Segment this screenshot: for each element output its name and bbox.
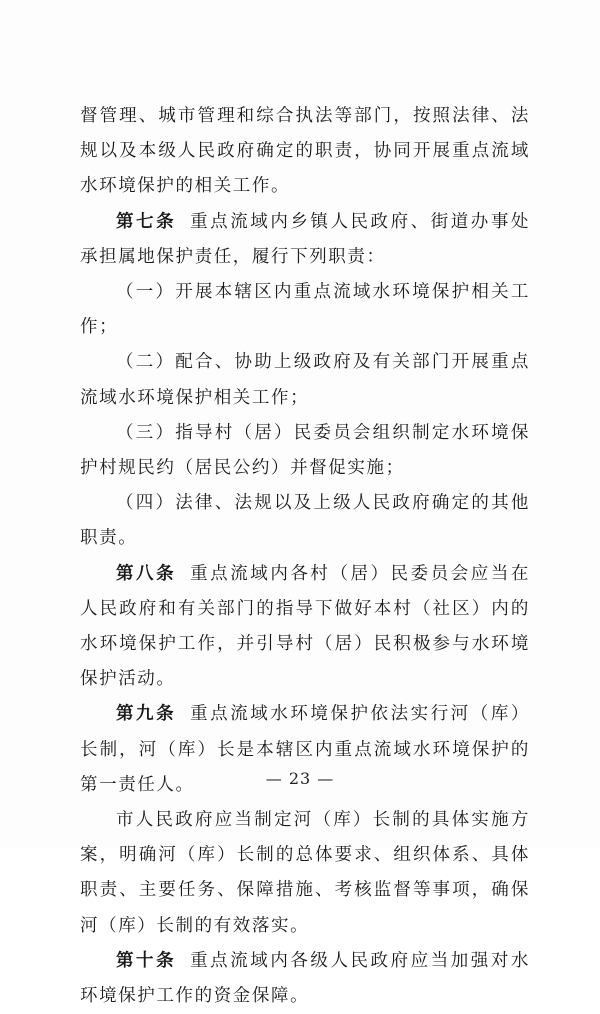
paragraph-text: 重点流域内各村（居）民委员会应当在人民政府和有关部门的指导下做好本村（社区）内的水环境保护工作，并引导村（居）民积极参与水环境保护活动。 bbox=[80, 563, 530, 690]
article-label: 第九条 bbox=[116, 704, 177, 725]
list-item-text: （一）开展本辖区内重点流域水环境保护相关工作； bbox=[80, 282, 530, 338]
article-8-paragraph bbox=[80, 557, 530, 698]
paragraph-continuation bbox=[80, 99, 530, 205]
list-item-text: （二）配合、协助上级政府及有关部门开展重点流域水环境保护相关工作； bbox=[80, 352, 530, 408]
list-item-2 bbox=[80, 345, 530, 415]
list-item-3 bbox=[80, 416, 530, 486]
article-label: 第八条 bbox=[116, 563, 177, 584]
document-body bbox=[80, 99, 530, 1014]
paragraph-text: 市人民政府应当制定河（库）长制的具体实施方案，明确河（库）长制的总体要求、组织体系、具体职责、主要任务、保障措施、考核监督等事项，确保河（库）长制的有效落实。 bbox=[80, 810, 530, 936]
paragraph-text: 督管理、城市管理和综合执法等部门，按照法律、法规以及本级人民政府确定的职责，协同开展重点流域水环境保护的相关工作。 bbox=[80, 106, 530, 197]
list-item-1 bbox=[80, 275, 530, 345]
page-number: — 23 — bbox=[265, 769, 335, 788]
paragraph-text: 重点流域水环境保护依法实行河（库）长制，河（库）长是本辖区内重点流域水环境保护的第一责任人。 bbox=[80, 704, 530, 795]
article-label: 第七条 bbox=[116, 211, 177, 232]
list-item-4 bbox=[80, 486, 530, 556]
article-10-paragraph bbox=[80, 944, 530, 1014]
paragraph-text: 重点流域内各级人民政府应当加强对水环境保护工作的资金保障。 bbox=[80, 950, 530, 1007]
list-item-text: （四）法律、法规以及上级人民政府确定的其他职责。 bbox=[80, 493, 530, 549]
article-label: 第十条 bbox=[116, 950, 177, 971]
article-7-paragraph bbox=[80, 205, 530, 275]
list-item-text: （三）指导村（居）民委员会组织制定水环境保护村规民约（居民公约）并督促实施； bbox=[80, 422, 530, 479]
paragraph-text: 重点流域内乡镇人民政府、街道办事处承担属地保护责任，履行下列职责： bbox=[80, 211, 530, 267]
article-9-subparagraph bbox=[80, 803, 530, 944]
